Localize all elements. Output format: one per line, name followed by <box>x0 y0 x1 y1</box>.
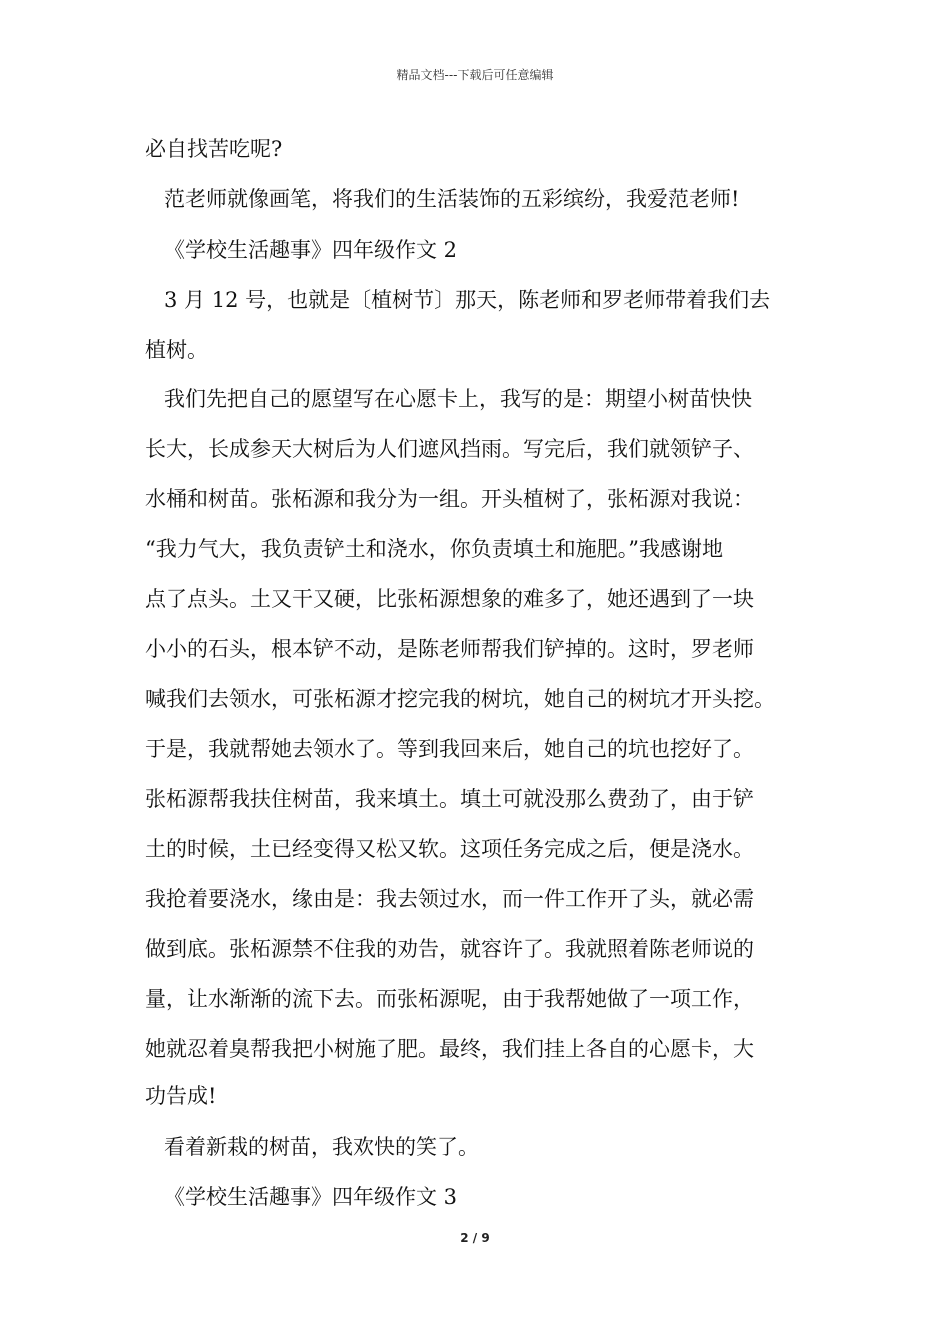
text-line-8: 水桶和树苗。张柘源和我分为一组。开头植树了，张柘源对我说： <box>145 487 754 511</box>
text-line-9: “我力气大，我负责铲土和浇水，你负责填土和施肥。”我感谢地 <box>145 537 723 561</box>
page-number: 2 / 9 <box>460 1231 490 1245</box>
section-title-3: 《学校生活趣事》四年级作文 3 <box>164 1185 458 1209</box>
text-line-14: 张柘源帮我扶住树苗，我来填土。填土可就没那么费劲了，由于铲 <box>145 787 754 811</box>
text-line-4: 3 月 12 号，也就是〔植树节〕那天，陈老师和罗老师带着我们去 <box>164 288 771 312</box>
text-line-18: 量，让水渐渐的流下去。而张柘源呢，由于我帮她做了一项工作， <box>145 987 754 1011</box>
text-line-1: 必自找苦吃呢? <box>145 137 283 161</box>
text-line-13: 于是，我就帮她去领水了。等到我回来后，她自己的坑也挖好了。 <box>145 737 754 761</box>
text-line-15: 土的时候，土已经变得又松又软。这项任务完成之后，便是浇水。 <box>145 837 754 861</box>
text-line-16: 我抢着要浇水，缘由是：我去领过水，而一件工作开了头，就必需 <box>145 887 754 911</box>
page-header: 精品文档---下载后可任意编辑 <box>396 68 554 82</box>
text-line-17: 做到底。张柘源禁不住我的劝告，就容许了。我就照着陈老师说的 <box>145 937 754 961</box>
text-line-6: 我们先把自己的愿望写在心愿卡上，我写的是：期望小树苗快快 <box>164 387 752 411</box>
section-title-2: 《学校生活趣事》四年级作文 2 <box>164 238 458 262</box>
text-line-12: 喊我们去领水，可张柘源才挖完我的树坑，她自己的树坑才开头挖。 <box>145 687 775 711</box>
text-line-11: 小小的石头，根本铲不动，是陈老师帮我们铲掉的。这时，罗老师 <box>145 637 754 661</box>
text-line-20: 功告成! <box>145 1084 217 1108</box>
text-line-21: 看着新栽的树苗，我欢快的笑了。 <box>164 1135 479 1159</box>
text-line-10: 点了点头。土又干又硬，比张柘源想象的难多了，她还遇到了一块 <box>145 587 754 611</box>
text-line-5: 植树。 <box>145 338 208 362</box>
text-line-2: 范老师就像画笔，将我们的生活装饰的五彩缤纷，我爱范老师! <box>164 187 740 211</box>
text-line-7: 长大，长成参天大树后为人们遮风挡雨。写完后，我们就领铲子、 <box>145 437 754 461</box>
text-line-19: 她就忍着臭帮我把小树施了肥。最终，我们挂上各自的心愿卡，大 <box>145 1037 754 1061</box>
